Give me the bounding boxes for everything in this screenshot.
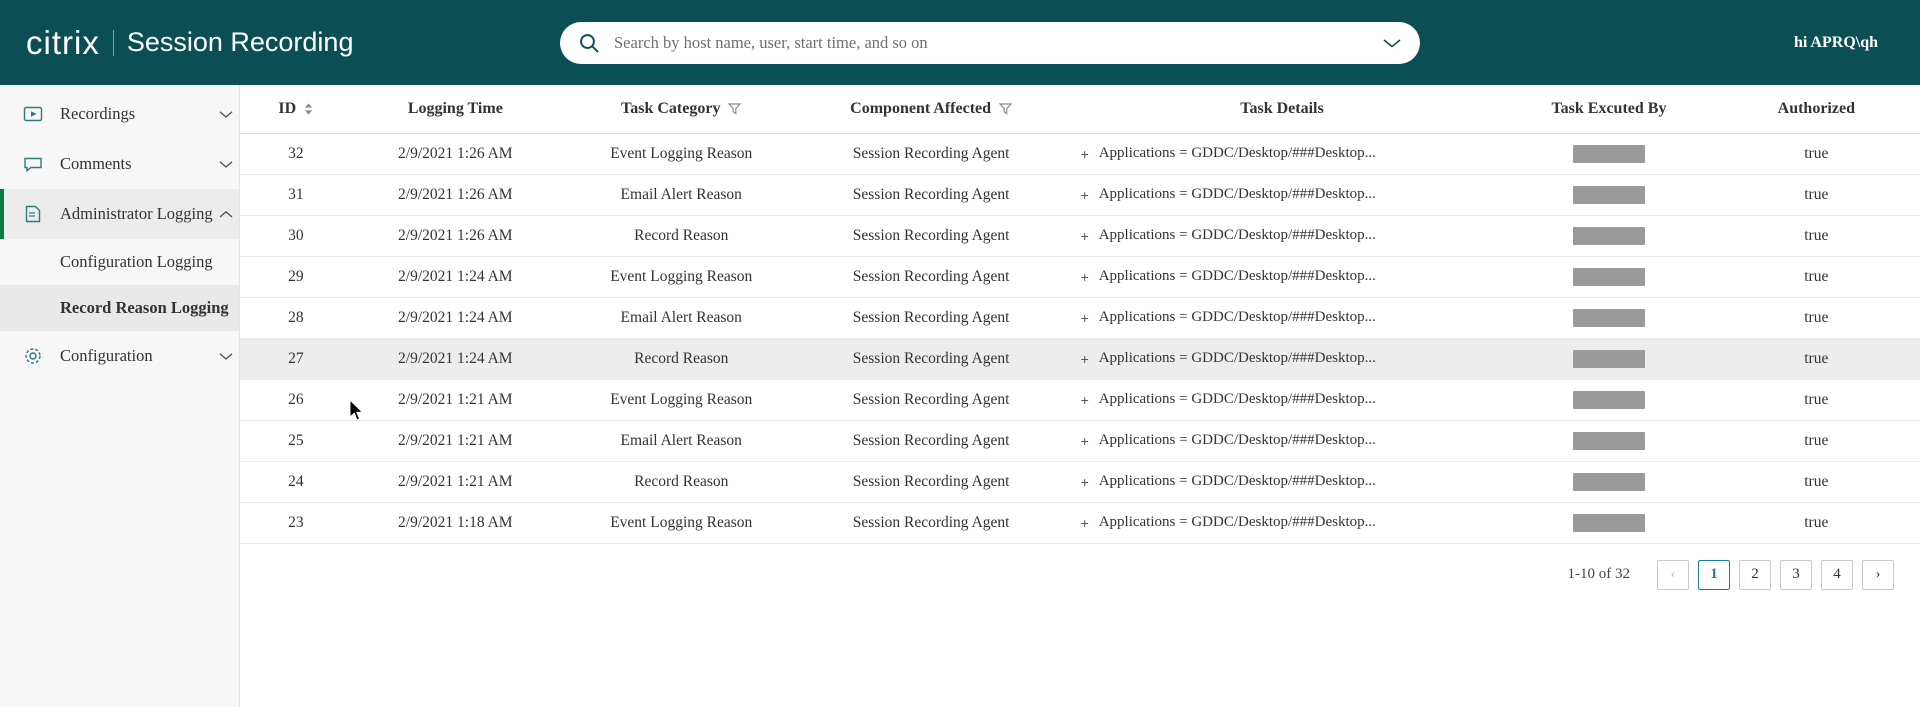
column-header-label: Task Category bbox=[621, 99, 721, 117]
redacted-value bbox=[1573, 145, 1645, 163]
expand-plus-icon[interactable]: + bbox=[1080, 432, 1089, 449]
sidebar-item-comments[interactable] bbox=[0, 139, 239, 189]
cell-task-excuted-by bbox=[1505, 133, 1712, 174]
cell-task-details-text: Applications = GDDC/Desktop/###Desktop... bbox=[1098, 186, 1376, 202]
cell-task-category bbox=[559, 379, 804, 420]
expand-plus-icon[interactable]: + bbox=[1080, 350, 1089, 367]
cell-task-excuted-by bbox=[1505, 420, 1712, 461]
cell-task-details bbox=[1059, 133, 1506, 174]
cell-authorized-text: true bbox=[1804, 144, 1829, 162]
sidebar-subitem-configuration-logging[interactable] bbox=[0, 239, 239, 285]
expand-plus-icon[interactable]: + bbox=[1080, 268, 1089, 285]
table-body bbox=[240, 133, 1920, 543]
cell-logging-time bbox=[352, 338, 559, 379]
cell-task-category-text: Email Alert Reason bbox=[620, 431, 742, 449]
cell-component-affected-text: Session Recording Agent bbox=[852, 267, 1010, 285]
cell-logging-time bbox=[352, 174, 559, 215]
expand-plus-icon[interactable]: + bbox=[1080, 391, 1089, 408]
cell-task-details-text: Applications = GDDC/Desktop/###Desktop... bbox=[1098, 309, 1376, 325]
cell-component-affected bbox=[804, 215, 1059, 256]
cell-authorized-text: true bbox=[1804, 185, 1829, 203]
cell-id-text: 27 bbox=[288, 349, 304, 367]
search-bar[interactable] bbox=[560, 22, 1420, 64]
cell-component-affected-text: Session Recording Agent bbox=[852, 226, 1010, 244]
cell-task-category bbox=[559, 215, 804, 256]
table-row[interactable] bbox=[240, 256, 1920, 297]
cell-task-category bbox=[559, 256, 804, 297]
play-square-icon bbox=[22, 103, 44, 125]
cell-id-text: 23 bbox=[288, 513, 304, 531]
pagination-prev-button[interactable]: ‹ bbox=[1657, 560, 1689, 590]
cell-id-text: 32 bbox=[288, 144, 304, 162]
sidebar-item-administrator-logging[interactable] bbox=[0, 189, 239, 239]
cell-task-category-text: Record Reason bbox=[634, 349, 729, 367]
cell-task-details-text: Applications = GDDC/Desktop/###Desktop... bbox=[1098, 473, 1376, 489]
chevron-up-icon[interactable] bbox=[213, 210, 239, 219]
table-row[interactable] bbox=[240, 461, 1920, 502]
chevron-down-icon[interactable] bbox=[213, 352, 239, 361]
table-row[interactable] bbox=[240, 133, 1920, 174]
cell-component-affected-text: Session Recording Agent bbox=[852, 185, 1010, 203]
cell-id bbox=[240, 338, 352, 379]
cell-task-details-text: Applications = GDDC/Desktop/###Desktop... bbox=[1098, 145, 1376, 161]
redacted-value bbox=[1573, 268, 1645, 286]
cell-task-excuted-by bbox=[1505, 297, 1712, 338]
filter-icon[interactable] bbox=[728, 102, 741, 115]
cell-component-affected bbox=[804, 461, 1059, 502]
brand-product-text: Session Recording bbox=[126, 27, 354, 57]
cell-authorized bbox=[1713, 379, 1920, 420]
redacted-value bbox=[1573, 473, 1645, 491]
cell-authorized bbox=[1713, 338, 1920, 379]
cell-task-category bbox=[559, 420, 804, 461]
cell-component-affected bbox=[804, 502, 1059, 543]
cell-authorized bbox=[1713, 297, 1920, 338]
cell-logging-time-text: 2/9/2021 1:24 AM bbox=[398, 308, 513, 326]
pagination-page-4[interactable]: 4 bbox=[1821, 560, 1853, 590]
cell-id bbox=[240, 297, 352, 338]
cell-component-affected-text: Session Recording Agent bbox=[852, 390, 1010, 408]
column-header-label: ID bbox=[278, 99, 297, 117]
column-header-label: Authorized bbox=[1777, 99, 1855, 117]
table-row[interactable] bbox=[240, 420, 1920, 461]
cell-authorized-text: true bbox=[1804, 390, 1829, 408]
column-header-component-affected[interactable] bbox=[804, 85, 1059, 133]
column-header-authorized[interactable] bbox=[1713, 85, 1920, 133]
app-header bbox=[0, 0, 1920, 85]
cell-task-category-text: Event Logging Reason bbox=[610, 144, 753, 162]
cell-id-text: 29 bbox=[288, 267, 304, 285]
column-header-label: Component Affected bbox=[850, 99, 992, 117]
expand-plus-icon[interactable]: + bbox=[1080, 309, 1089, 326]
cell-id bbox=[240, 461, 352, 502]
cell-task-category bbox=[559, 502, 804, 543]
cell-component-affected bbox=[804, 420, 1059, 461]
expand-plus-icon[interactable]: + bbox=[1080, 186, 1089, 203]
cell-task-details bbox=[1059, 420, 1506, 461]
cell-id bbox=[240, 174, 352, 215]
cell-task-excuted-by bbox=[1505, 174, 1712, 215]
brand-divider bbox=[113, 30, 114, 56]
table-header bbox=[240, 85, 1920, 133]
column-header-task-category[interactable] bbox=[559, 85, 804, 133]
redacted-value bbox=[1573, 391, 1645, 409]
cell-task-details-text: Applications = GDDC/Desktop/###Desktop... bbox=[1098, 391, 1376, 407]
cell-component-affected bbox=[804, 297, 1059, 338]
redacted-value bbox=[1573, 227, 1645, 245]
pagination-page-2[interactable]: 2 bbox=[1739, 560, 1771, 590]
cell-task-category-text: Event Logging Reason bbox=[610, 390, 753, 408]
cell-logging-time bbox=[352, 133, 559, 174]
cell-component-affected bbox=[804, 133, 1059, 174]
cell-id-text: 26 bbox=[288, 390, 304, 408]
cell-component-affected-text: Session Recording Agent bbox=[852, 513, 1010, 531]
cell-component-affected-text: Session Recording Agent bbox=[852, 308, 1010, 326]
expand-plus-icon[interactable]: + bbox=[1080, 473, 1089, 490]
chevron-down-icon[interactable] bbox=[213, 160, 239, 169]
redacted-value bbox=[1573, 432, 1645, 450]
cell-task-excuted-by bbox=[1505, 502, 1712, 543]
search-icon bbox=[578, 32, 600, 54]
expand-plus-icon[interactable]: + bbox=[1080, 514, 1089, 531]
pagination-page-1[interactable]: 1 bbox=[1698, 560, 1730, 590]
brand-citrix-text: citrix bbox=[26, 23, 100, 61]
cell-task-category bbox=[559, 338, 804, 379]
cell-task-details bbox=[1059, 461, 1506, 502]
pagination-next-button[interactable]: › bbox=[1862, 560, 1894, 590]
cell-task-details bbox=[1059, 502, 1506, 543]
cell-authorized bbox=[1713, 256, 1920, 297]
pagination bbox=[240, 544, 1920, 606]
cell-task-details bbox=[1059, 174, 1506, 215]
cell-task-excuted-by bbox=[1505, 338, 1712, 379]
cell-authorized-text: true bbox=[1804, 472, 1829, 490]
column-header-label: Task Excuted By bbox=[1551, 99, 1667, 117]
cell-authorized-text: true bbox=[1804, 513, 1829, 531]
expand-plus-icon[interactable]: + bbox=[1080, 227, 1089, 244]
cell-id bbox=[240, 215, 352, 256]
pagination-page-3[interactable]: 3 bbox=[1780, 560, 1812, 590]
table-row[interactable] bbox=[240, 215, 1920, 256]
sidebar-subitem-record-reason-logging[interactable] bbox=[0, 285, 239, 331]
column-header-logging-time[interactable] bbox=[352, 85, 559, 133]
cell-authorized-text: true bbox=[1804, 431, 1829, 449]
sidebar-subitem-label: Configuration Logging bbox=[60, 252, 213, 271]
cell-task-excuted-by bbox=[1505, 256, 1712, 297]
filter-icon[interactable] bbox=[999, 102, 1012, 115]
cell-authorized-text: true bbox=[1804, 226, 1829, 244]
column-header-label: Task Details bbox=[1240, 99, 1324, 117]
cell-task-excuted-by bbox=[1505, 215, 1712, 256]
main-content bbox=[240, 85, 1920, 707]
cell-authorized-text: true bbox=[1804, 308, 1829, 326]
cell-component-affected-text: Session Recording Agent bbox=[852, 472, 1010, 490]
cell-task-category-text: Record Reason bbox=[634, 472, 729, 490]
cell-logging-time-text: 2/9/2021 1:21 AM bbox=[398, 390, 513, 408]
cell-task-details-text: Applications = GDDC/Desktop/###Desktop... bbox=[1098, 432, 1376, 448]
cell-logging-time-text: 2/9/2021 1:24 AM bbox=[398, 267, 513, 285]
cell-task-details bbox=[1059, 297, 1506, 338]
cell-authorized bbox=[1713, 461, 1920, 502]
sidebar-item-configuration[interactable] bbox=[0, 331, 239, 381]
cell-logging-time bbox=[352, 379, 559, 420]
cell-task-category bbox=[559, 461, 804, 502]
cell-component-affected-text: Session Recording Agent bbox=[852, 144, 1010, 162]
cell-task-details-text: Applications = GDDC/Desktop/###Desktop... bbox=[1098, 514, 1376, 530]
cell-logging-time bbox=[352, 215, 559, 256]
cell-task-category-text: Event Logging Reason bbox=[610, 267, 753, 285]
user-area[interactable] bbox=[1794, 0, 1920, 85]
cell-logging-time bbox=[352, 420, 559, 461]
user-label: hi APRQ\qh bbox=[1793, 33, 1878, 51]
cell-id bbox=[240, 133, 352, 174]
sidebar-item-label: Recordings bbox=[60, 104, 136, 123]
table-row[interactable] bbox=[240, 338, 1920, 379]
cell-task-details bbox=[1059, 256, 1506, 297]
cell-authorized bbox=[1713, 502, 1920, 543]
sidebar-item-label: Administrator Logging bbox=[60, 204, 213, 223]
cell-task-excuted-by bbox=[1505, 379, 1712, 420]
table-row[interactable] bbox=[240, 174, 1920, 215]
cell-task-details bbox=[1059, 215, 1506, 256]
cell-component-affected-text: Session Recording Agent bbox=[852, 349, 1010, 367]
cell-task-details bbox=[1059, 379, 1506, 420]
cell-authorized bbox=[1713, 133, 1920, 174]
cell-authorized bbox=[1713, 215, 1920, 256]
cell-logging-time-text: 2/9/2021 1:26 AM bbox=[398, 185, 513, 203]
cell-id-text: 25 bbox=[288, 431, 304, 449]
expand-plus-icon[interactable]: + bbox=[1080, 145, 1089, 162]
cell-logging-time-text: 2/9/2021 1:21 AM bbox=[398, 431, 513, 449]
column-header-task-excuted-by[interactable] bbox=[1505, 85, 1712, 133]
cell-id-text: 28 bbox=[288, 308, 304, 326]
cell-task-details-text: Applications = GDDC/Desktop/###Desktop... bbox=[1098, 227, 1376, 243]
chevron-down-icon[interactable] bbox=[1372, 37, 1412, 49]
sidebar-item-recordings[interactable] bbox=[0, 89, 239, 139]
cell-component-affected-text: Session Recording Agent bbox=[852, 431, 1010, 449]
sort-icon[interactable] bbox=[304, 103, 313, 115]
pagination-count: 1-10 of 32 bbox=[1567, 566, 1630, 582]
comment-icon bbox=[22, 153, 44, 175]
cell-logging-time-text: 2/9/2021 1:26 AM bbox=[398, 144, 513, 162]
cell-task-category bbox=[559, 297, 804, 338]
cell-logging-time bbox=[352, 297, 559, 338]
cell-logging-time bbox=[352, 461, 559, 502]
sidebar bbox=[0, 85, 240, 707]
brand-logo[interactable] bbox=[26, 24, 353, 62]
cell-logging-time bbox=[352, 502, 559, 543]
cell-logging-time-text: 2/9/2021 1:26 AM bbox=[398, 226, 513, 244]
cell-task-excuted-by bbox=[1505, 461, 1712, 502]
cell-id bbox=[240, 420, 352, 461]
cell-component-affected bbox=[804, 338, 1059, 379]
cell-authorized-text: true bbox=[1804, 267, 1829, 285]
table-row[interactable] bbox=[240, 502, 1920, 543]
sidebar-item-label: Comments bbox=[60, 154, 132, 173]
cell-authorized bbox=[1713, 420, 1920, 461]
cell-component-affected bbox=[804, 256, 1059, 297]
redacted-value bbox=[1573, 309, 1645, 327]
cell-logging-time bbox=[352, 256, 559, 297]
column-header-task-details[interactable] bbox=[1059, 85, 1506, 133]
gear-icon bbox=[22, 345, 44, 367]
cell-task-category-text: Email Alert Reason bbox=[620, 185, 742, 203]
app-body bbox=[0, 85, 1920, 707]
cell-task-details bbox=[1059, 338, 1506, 379]
log-document-icon bbox=[22, 203, 44, 225]
chevron-down-icon[interactable] bbox=[213, 110, 239, 119]
table-row[interactable] bbox=[240, 379, 1920, 420]
cell-id-text: 24 bbox=[288, 472, 304, 490]
cell-logging-time-text: 2/9/2021 1:24 AM bbox=[398, 349, 513, 367]
redacted-value bbox=[1573, 350, 1645, 368]
cell-task-category-text: Record Reason bbox=[634, 226, 729, 244]
cell-authorized-text: true bbox=[1804, 349, 1829, 367]
column-header-label: Logging Time bbox=[407, 99, 503, 117]
sidebar-subitem-label: Record Reason Logging bbox=[60, 298, 229, 317]
cell-id-text: 30 bbox=[288, 226, 304, 244]
cell-id bbox=[240, 502, 352, 543]
sidebar-item-label: Configuration bbox=[60, 346, 153, 365]
cell-component-affected bbox=[804, 379, 1059, 420]
cell-id bbox=[240, 379, 352, 420]
cell-id bbox=[240, 256, 352, 297]
column-header-id[interactable] bbox=[240, 85, 352, 133]
cell-logging-time-text: 2/9/2021 1:18 AM bbox=[398, 513, 513, 531]
cell-task-category bbox=[559, 133, 804, 174]
cell-task-category-text: Email Alert Reason bbox=[620, 308, 742, 326]
record-reason-logging-table bbox=[240, 85, 1920, 544]
cell-id-text: 31 bbox=[288, 185, 304, 203]
search-input[interactable] bbox=[612, 32, 1372, 54]
redacted-value bbox=[1573, 514, 1645, 532]
cell-component-affected bbox=[804, 174, 1059, 215]
cell-task-details-text: Applications = GDDC/Desktop/###Desktop... bbox=[1098, 268, 1376, 284]
cell-logging-time-text: 2/9/2021 1:21 AM bbox=[398, 472, 513, 490]
cell-task-category bbox=[559, 174, 804, 215]
redacted-value bbox=[1573, 186, 1645, 204]
cell-task-category-text: Event Logging Reason bbox=[610, 513, 753, 531]
cell-task-details-text: Applications = GDDC/Desktop/###Desktop... bbox=[1098, 350, 1376, 366]
cell-authorized bbox=[1713, 174, 1920, 215]
table-row[interactable] bbox=[240, 297, 1920, 338]
